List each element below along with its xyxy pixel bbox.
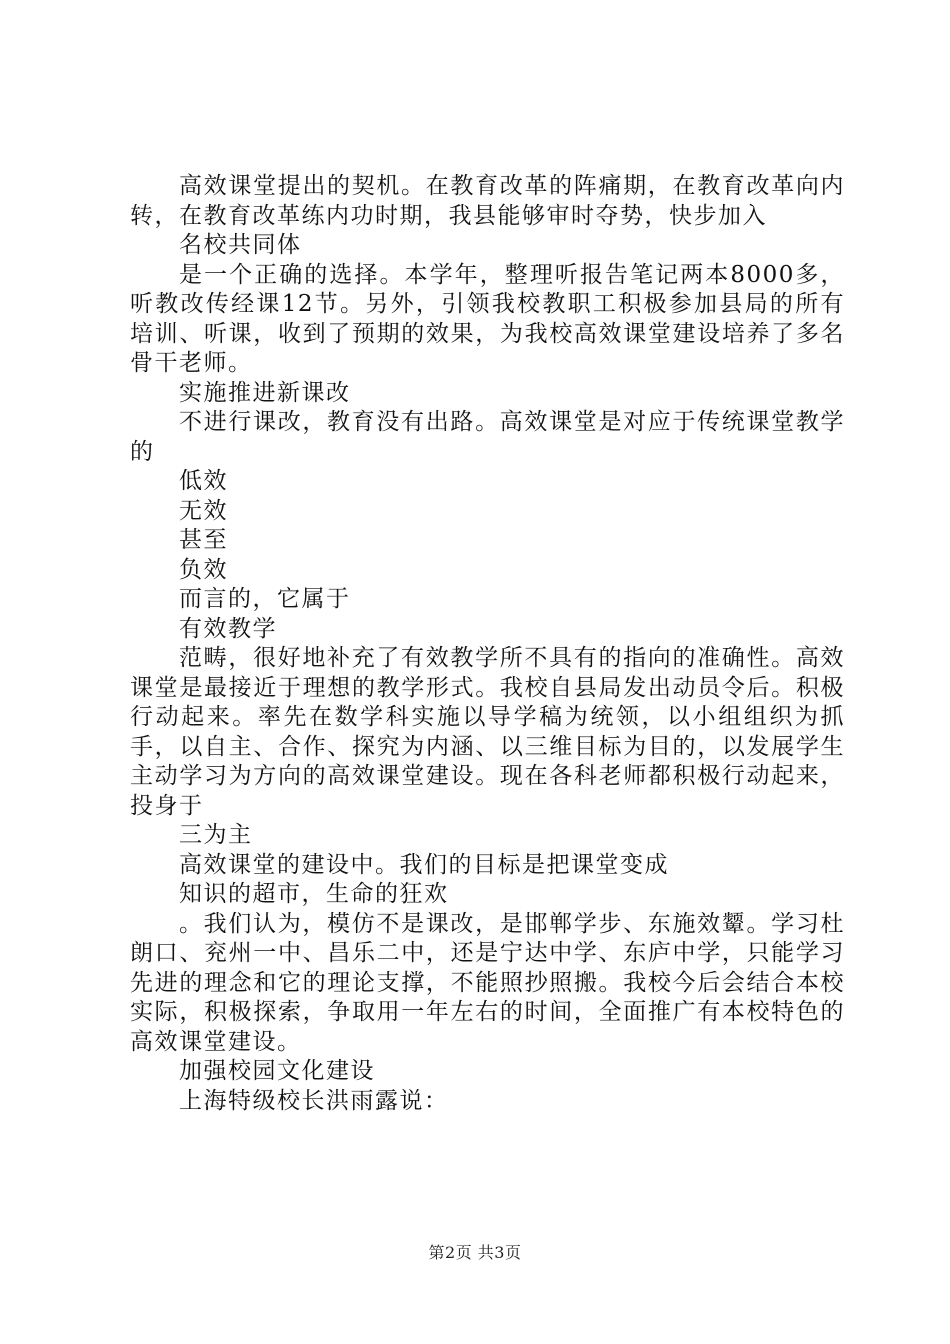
document-body <box>130 172 845 1116</box>
paragraph: 而言的，它属于 <box>179 586 351 612</box>
paragraph: 知识的超市，生命的狂欢 <box>179 881 449 907</box>
page-footer <box>0 1240 950 1263</box>
paragraph: 甚至 <box>179 527 228 553</box>
paragraph: 上海特级校长洪雨露说： <box>179 1087 449 1114</box>
paragraph: 负效 <box>179 556 228 583</box>
paragraph: 高效课堂提出的契机。在教育改革的阵痛期，在教育改革向内转，在教育改革练内功时期，我县能够审时夺势，快步加入 <box>130 173 845 229</box>
paragraph: 三为主 <box>179 822 253 848</box>
paragraph: 是一个正确的选择。本学年，整理听报告笔记两本8000多，听教改传经课12节。另外，引领我校教职工积极参加县局的所有培训、听课，收到了预期的效果，为我校高效课堂建设培养了多名骨干老师。 <box>130 261 845 376</box>
paragraph: 无效 <box>179 497 228 524</box>
paragraph: 有效教学 <box>179 615 277 642</box>
paragraph: 实施推进新课改 <box>179 379 351 406</box>
paragraph: 低效 <box>179 468 228 494</box>
paragraph: 加强校园文化建设 <box>179 1058 375 1084</box>
page-indicator: 第2页 共3页 <box>428 1243 522 1262</box>
paragraph: 范畴，很好地补充了有效教学所不具有的指向的准确性。高效课堂是最接近于理想的教学形式。我校自县局发出动员令后。积极行动起来。率先在数学科实施以导学稿为统领，以小组组织为抓手，以自主、合作、探究为内涵、以三维目标为目的，以发展学生主动学习为方向的高效课堂建设。现在各科老师都积极行动起来，投身于 <box>130 645 845 819</box>
paragraph: 高效课堂的建设中。我们的目标是把课堂变成 <box>179 851 669 878</box>
paragraph: 。我们认为，模仿不是课改，是邯郸学步、东施效颦。学习杜朗口、兖州一中、昌乐二中，还是宁达中学、东庐中学，只能学习先进的理念和它的理论支撑，不能照抄照搬。我校今后会结合本校实际，积极探索，争取用一年左右的时间，全面推广有本校特色的高效课堂建设。 <box>130 910 845 1055</box>
paragraph: 不进行课改，教育没有出路。高效课堂是对应于传统课堂教学的 <box>130 409 845 465</box>
paragraph: 名校共同体 <box>179 232 302 258</box>
